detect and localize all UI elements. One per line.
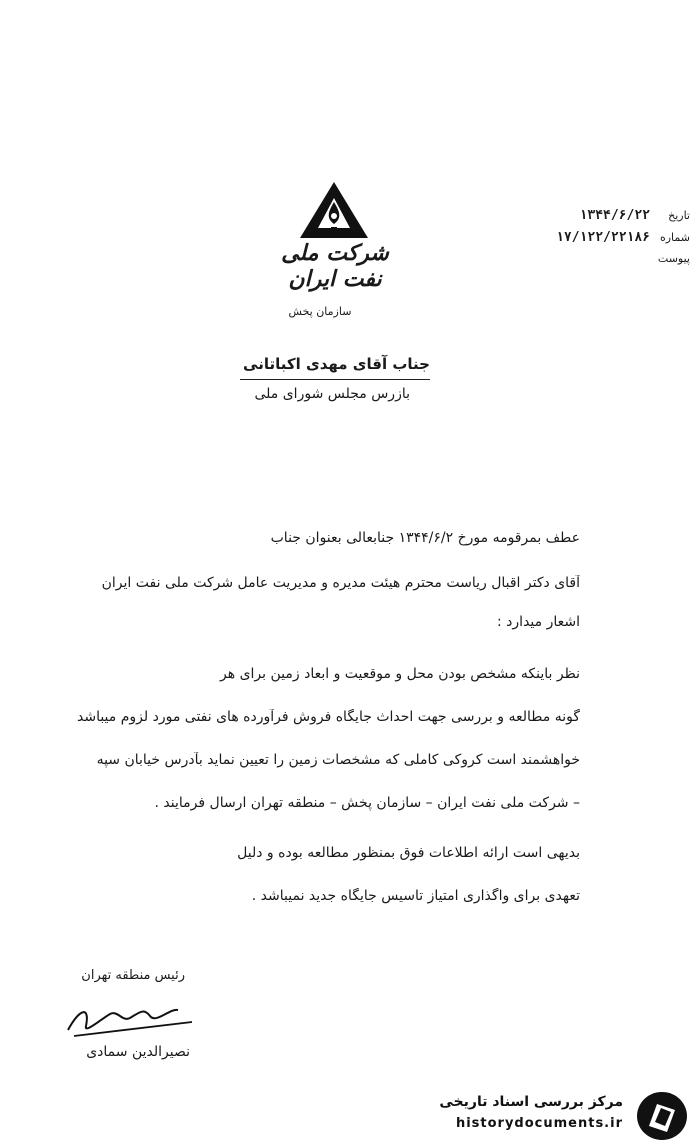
date-label: تاریخ	[668, 209, 690, 222]
number-row	[495, 230, 690, 252]
signatory-title: رئیس منطقه تهران	[81, 968, 185, 983]
number-label: شماره	[659, 231, 690, 244]
body-line: خواهشمند است کروکی کاملی که مشخصات زمین را تعیین نماید بآدرس خیابان سپه	[96, 752, 580, 768]
attachment-row	[495, 252, 690, 274]
handwritten-signature	[60, 1000, 200, 1040]
body-line: گونه مطالعه و بررسی جهت احداث جایگاه فروش فرآورده های نفتی مورد لزوم میباشد	[76, 709, 580, 725]
archive-center-name: مرکز بررسی اسناد تاریخی	[439, 1094, 623, 1110]
company-name: شرکت ملی نفت ایران	[281, 240, 389, 292]
date-row	[495, 208, 690, 230]
body-line: – شرکت ملی نفت ایران – سازمان پخش – منطقه تهران ارسال فرمایند .	[154, 795, 580, 811]
body-line: اشعار میدارد :	[497, 614, 580, 630]
body-line: تعهدی برای واگذاری امتیاز تاسیس جایگاه جدید نمیباشد .	[251, 888, 580, 904]
archive-watermark	[410, 1088, 695, 1144]
body-line: بدیهی است ارائه اطلاعات فوق بمنظور مطالعه بوده و دلیل	[237, 845, 580, 861]
addressee-name: جناب آقای مهدی اکباتانی	[243, 355, 430, 373]
letterhead	[270, 180, 400, 290]
body-line: آقای دکتر اقبال ریاست محترم هیئت مدیره و مدیریت عامل شرکت ملی نفت ایران	[101, 575, 580, 591]
signatory-name: نصیرالدین سمادی	[86, 1044, 190, 1060]
addressee-underline	[240, 379, 430, 380]
department-name: سازمان پخش	[288, 305, 352, 318]
letter-body	[40, 530, 580, 910]
letter-meta	[495, 208, 690, 274]
archive-url: historydocuments.ir	[455, 1116, 623, 1131]
addressee-title: بازرس مجلس شورای ملی	[254, 386, 410, 402]
attachment-label: پیوست	[657, 252, 690, 265]
archive-logo-icon	[635, 1090, 689, 1142]
addressee	[200, 355, 430, 402]
date-value: ۱۳۴۴/۶/۲۲	[579, 208, 650, 223]
body-line: نظر باینکه مشخص بودن محل و موقعیت و ابعاد زمین برای هر	[220, 666, 580, 682]
number-value: ۱۷/۱۲۲/۲۲۱۸۶	[556, 230, 650, 245]
body-line: عطف بمرقومه مورخ ۱۳۴۴/۶/۲ جنابعالی بعنوان جناب	[270, 530, 580, 546]
nioc-logo-icon	[298, 180, 370, 240]
